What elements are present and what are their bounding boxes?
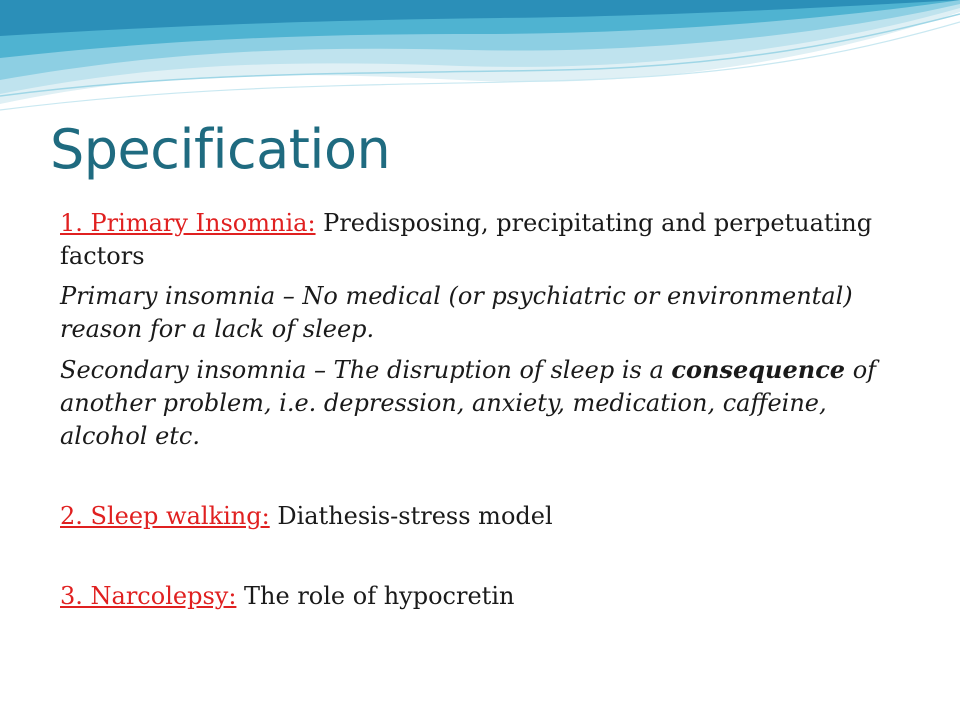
primary-insomnia-definition-text: Primary insomnia – No medical (or psychiatric or environmental) reason for a lack of sleep. xyxy=(60,282,853,343)
spacer xyxy=(60,540,910,580)
secondary-insomnia-emphasis: consequence xyxy=(671,355,846,384)
secondary-insomnia-lead: Secondary insomnia – The disruption of sleep is a xyxy=(60,356,672,384)
list-item-primary-insomnia-definition xyxy=(60,280,910,346)
list-item-primary-insomnia xyxy=(60,207,910,273)
slide-title: Specification xyxy=(50,118,391,181)
decorative-wave-header xyxy=(0,0,960,130)
list-item-sleep-walking xyxy=(60,500,910,533)
list-item-narcolepsy xyxy=(60,580,910,613)
secondary-insomnia-tail: of another problem, i.e. depression, anxiety, medication, caffeine, alcohol etc. xyxy=(60,356,877,450)
slide-body xyxy=(60,207,910,620)
list-item-secondary-insomnia-definition xyxy=(60,353,910,453)
narcolepsy-text: The role of hypocretin xyxy=(236,582,515,610)
primary-insomnia-heading[interactable]: 1. Primary Insomnia: xyxy=(60,209,316,237)
spacer xyxy=(60,460,910,500)
narcolepsy-heading[interactable]: 3. Narcolepsy: xyxy=(60,582,237,610)
primary-insomnia-text: Predisposing, precipitating and perpetuating factors xyxy=(60,209,873,270)
sleep-walking-text: Diathesis-stress model xyxy=(269,502,553,530)
sleep-walking-heading[interactable]: 2. Sleep walking: xyxy=(60,502,270,530)
